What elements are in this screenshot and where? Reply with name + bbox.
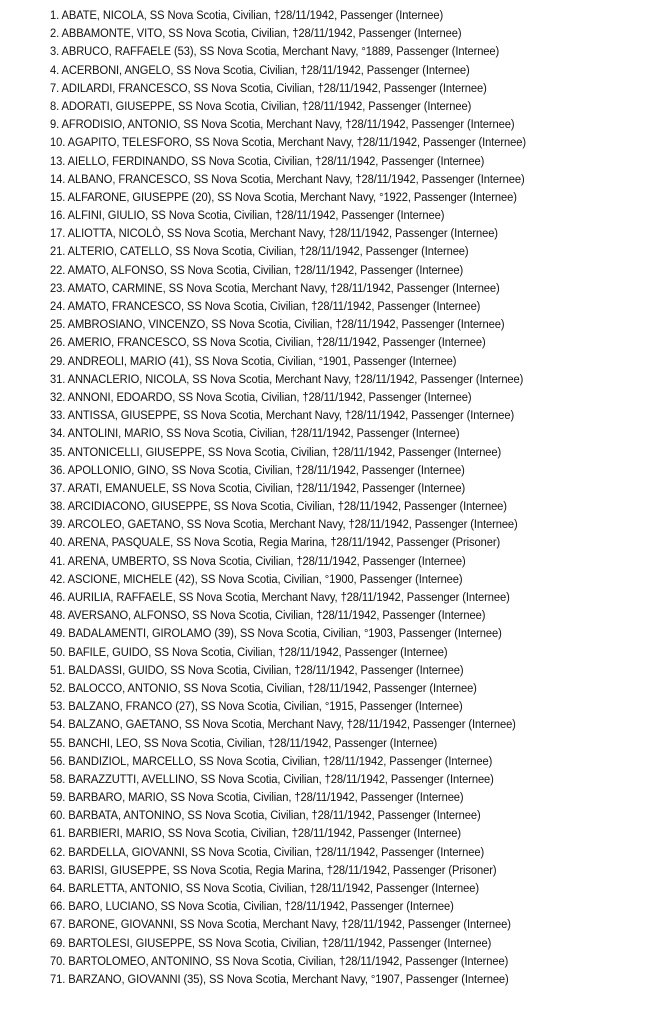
list-entry: 71. BARZANO, GIOVANNI (35), SS Nova Scotia, Merchant Navy, °1907, Passenger (Internee): [50, 971, 509, 986]
list-entry: 15. ALFARONE, GIUSEPPE (20), SS Nova Scotia, Merchant Navy, °1922, Passenger (Internee): [50, 189, 517, 204]
list-entry: 22. AMATO, ALFONSO, SS Nova Scotia, Civilian, †28/11/1942, Passenger (Internee): [50, 262, 464, 277]
list-entry: 25. AMBROSIANO, VINCENZO, SS Nova Scotia, Civilian, †28/11/1942, Passenger (Internee): [50, 317, 505, 332]
list-entry: 66. BARO, LUCIANO, SS Nova Scotia, Civilian, †28/11/1942, Passenger (Internee): [50, 899, 454, 914]
list-entry: 13. AIELLO, FERDINANDO, SS Nova Scotia, Civilian, †28/11/1942, Passenger (Internee): [50, 153, 485, 168]
list-entry: 51. BALDASSI, GUIDO, SS Nova Scotia, Civilian, †28/11/1942, Passenger (Internee): [50, 662, 464, 677]
list-entry: 60. BARBATA, ANTONINO, SS Nova Scotia, Civilian, †28/11/1942, Passenger (Internee): [50, 808, 481, 823]
list-entry: 52. BALOCCO, ANTONIO, SS Nova Scotia, Civilian, †28/11/1942, Passenger (Internee): [50, 680, 477, 695]
list-entry: 32. ANNONI, EDOARDO, SS Nova Scotia, Civilian, †28/11/1942, Passenger (Internee): [50, 389, 472, 404]
list-entry: 10. AGAPITO, TELESFORO, SS Nova Scotia, Merchant Navy, †28/11/1942, Passenger (Internee): [50, 135, 526, 150]
list-entry: 63. BARISI, GIUSEPPE, SS Nova Scotia, Regia Marina, †28/11/1942, Passenger (Prisoner): [50, 862, 497, 877]
list-entry: 40. ARENA, PASQUALE, SS Nova Scotia, Regia Marina, †28/11/1942, Passenger (Prisoner): [50, 535, 501, 550]
list-entry: 16. ALFINI, GIULIO, SS Nova Scotia, Civilian, †28/11/1942, Passenger (Internee): [50, 208, 445, 223]
list-entry: 70. BARTOLOMEO, ANTONINO, SS Nova Scotia, Civilian, †28/11/1942, Passenger (Internee): [50, 953, 509, 968]
list-entry: 54. BALZANO, GAETANO, SS Nova Scotia, Merchant Navy, †28/11/1942, Passenger (Internee): [50, 717, 516, 732]
list-entry: 53. BALZANO, FRANCO (27), SS Nova Scotia, Civilian, °1915, Passenger (Internee): [50, 699, 463, 714]
list-entry: 56. BANDIZIOL, MARCELLO, SS Nova Scotia, Civilian, †28/11/1942, Passenger (Internee): [50, 753, 493, 768]
list-entry: 35. ANTONICELLI, GIUSEPPE, SS Nova Scotia, Civilian, †28/11/1942, Passenger (Internee): [50, 444, 502, 459]
list-entry: 67. BARONE, GIOVANNI, SS Nova Scotia, Merchant Navy, †28/11/1942, Passenger (Internee): [50, 917, 511, 932]
list-entry: 58. BARAZZUTTI, AVELLINO, SS Nova Scotia, Civilian, †28/11/1942, Passenger (Internee): [50, 771, 494, 786]
list-entry: 69. BARTOLESI, GIUSEPPE, SS Nova Scotia, Civilian, †28/11/1942, Passenger (Internee): [50, 935, 492, 950]
list-entry: 1. ABATE, NICOLA, SS Nova Scotia, Civilian, †28/11/1942, Passenger (Internee): [50, 8, 444, 22]
list-entry: 21. ALTERIO, CATELLO, SS Nova Scotia, Civilian, †28/11/1942, Passenger (Internee): [50, 244, 469, 259]
list-entry: 41. ARENA, UMBERTO, SS Nova Scotia, Civilian, †28/11/1942, Passenger (Internee): [50, 553, 466, 568]
list-entry: 24. AMATO, FRANCESCO, SS Nova Scotia, Civilian, †28/11/1942, Passenger (Internee): [50, 299, 481, 313]
list-entry: 34. ANTOLINI, MARIO, SS Nova Scotia, Civilian, †28/11/1942, Passenger (Internee): [50, 426, 460, 441]
list-entry: 7. ADILARDI, FRANCESCO, SS Nova Scotia, Civilian, †28/11/1942, Passenger (Internee): [50, 80, 487, 95]
list-entry: 2. ABBAMONTE, VITO, SS Nova Scotia, Civilian, †28/11/1942, Passenger (Internee): [50, 26, 462, 41]
list-entry: 55. BANCHI, LEO, SS Nova Scotia, Civilian, †28/11/1942, Passenger (Internee): [50, 735, 438, 750]
list-entry: 3. ABRUCO, RAFFAELE (53), SS Nova Scotia, Merchant Navy, °1889, Passenger (Internee): [50, 44, 500, 59]
list-entry: 64. BARLETTA, ANTONIO, SS Nova Scotia, Civilian, †28/11/1942, Passenger (Internee): [50, 881, 479, 895]
casualty-list: [50, 6, 650, 988]
list-entry: 26. AMERIO, FRANCESCO, SS Nova Scotia, Civilian, †28/11/1942, Passenger (Internee): [50, 335, 486, 350]
list-entry: 9. AFRODISIO, ANTONIO, SS Nova Scotia, Merchant Navy, †28/11/1942, Passenger (Internee): [50, 117, 515, 132]
list-entry: 59. BARBARO, MARIO, SS Nova Scotia, Civilian, †28/11/1942, Passenger (Internee): [50, 790, 464, 805]
list-entry: 39. ARCOLEO, GAETANO, SS Nova Scotia, Merchant Navy, †28/11/1942, Passenger (Internee): [50, 517, 518, 532]
list-entry: 46. AURILIA, RAFFAELE, SS Nova Scotia, Merchant Navy, †28/11/1942, Passenger (Internee): [50, 590, 510, 604]
list-entry: 31. ANNACLERIO, NICOLA, SS Nova Scotia, Merchant Navy, †28/11/1942, Passenger (Internee): [50, 371, 524, 386]
list-entry: 29. ANDREOLI, MARIO (41), SS Nova Scotia, Civilian, °1901, Passenger (Internee): [50, 353, 457, 368]
list-entry: 36. APOLLONIO, GINO, SS Nova Scotia, Civilian, †28/11/1942, Passenger (Internee): [50, 462, 465, 477]
list-entry: 48. AVERSANO, ALFONSO, SS Nova Scotia, Civilian, †28/11/1942, Passenger (Internee): [50, 608, 486, 623]
list-entry: 4. ACERBONI, ANGELO, SS Nova Scotia, Civilian, †28/11/1942, Passenger (Internee): [50, 62, 470, 77]
list-entry: 49. BADALAMENTI, GIROLAMO (39), SS Nova Scotia, Civilian, °1903, Passenger (Internee): [50, 626, 502, 641]
list-entry: 50. BAFILE, GUIDO, SS Nova Scotia, Civilian, †28/11/1942, Passenger (Internee): [50, 644, 448, 659]
list-entry: 62. BARDELLA, GIOVANNI, SS Nova Scotia, Civilian, †28/11/1942, Passenger (Internee): [50, 844, 485, 859]
list-entry: 14. ALBANO, FRANCESCO, SS Nova Scotia, Merchant Navy, †28/11/1942, Passenger (Internee): [50, 171, 525, 186]
list-entry: 61. BARBIERI, MARIO, SS Nova Scotia, Civilian, †28/11/1942, Passenger (Internee): [50, 826, 461, 841]
list-entry: 23. AMATO, CARMINE, SS Nova Scotia, Merchant Navy, †28/11/1942, Passenger (Internee): [50, 280, 500, 295]
list-entry: 42. ASCIONE, MICHELE (42), SS Nova Scotia, Civilian, °1900, Passenger (Internee): [50, 571, 463, 586]
list-entry: 17. ALIOTTA, NICOLÒ, SS Nova Scotia, Merchant Navy, †28/11/1942, Passenger (Internee): [50, 226, 498, 241]
list-entry: 8. ADORATI, GIUSEPPE, SS Nova Scotia, Civilian, †28/11/1942, Passenger (Internee): [50, 98, 472, 113]
list-entry: 33. ANTISSA, GIUSEPPE, SS Nova Scotia, Merchant Navy, †28/11/1942, Passenger (Internee): [50, 408, 515, 423]
list-entry: 37. ARATI, EMANUELE, SS Nova Scotia, Civilian, †28/11/1942, Passenger (Internee): [50, 480, 466, 495]
list-entry: 38. ARCIDIACONO, GIUSEPPE, SS Nova Scotia, Civilian, †28/11/1942, Passenger (Internee): [50, 499, 507, 514]
